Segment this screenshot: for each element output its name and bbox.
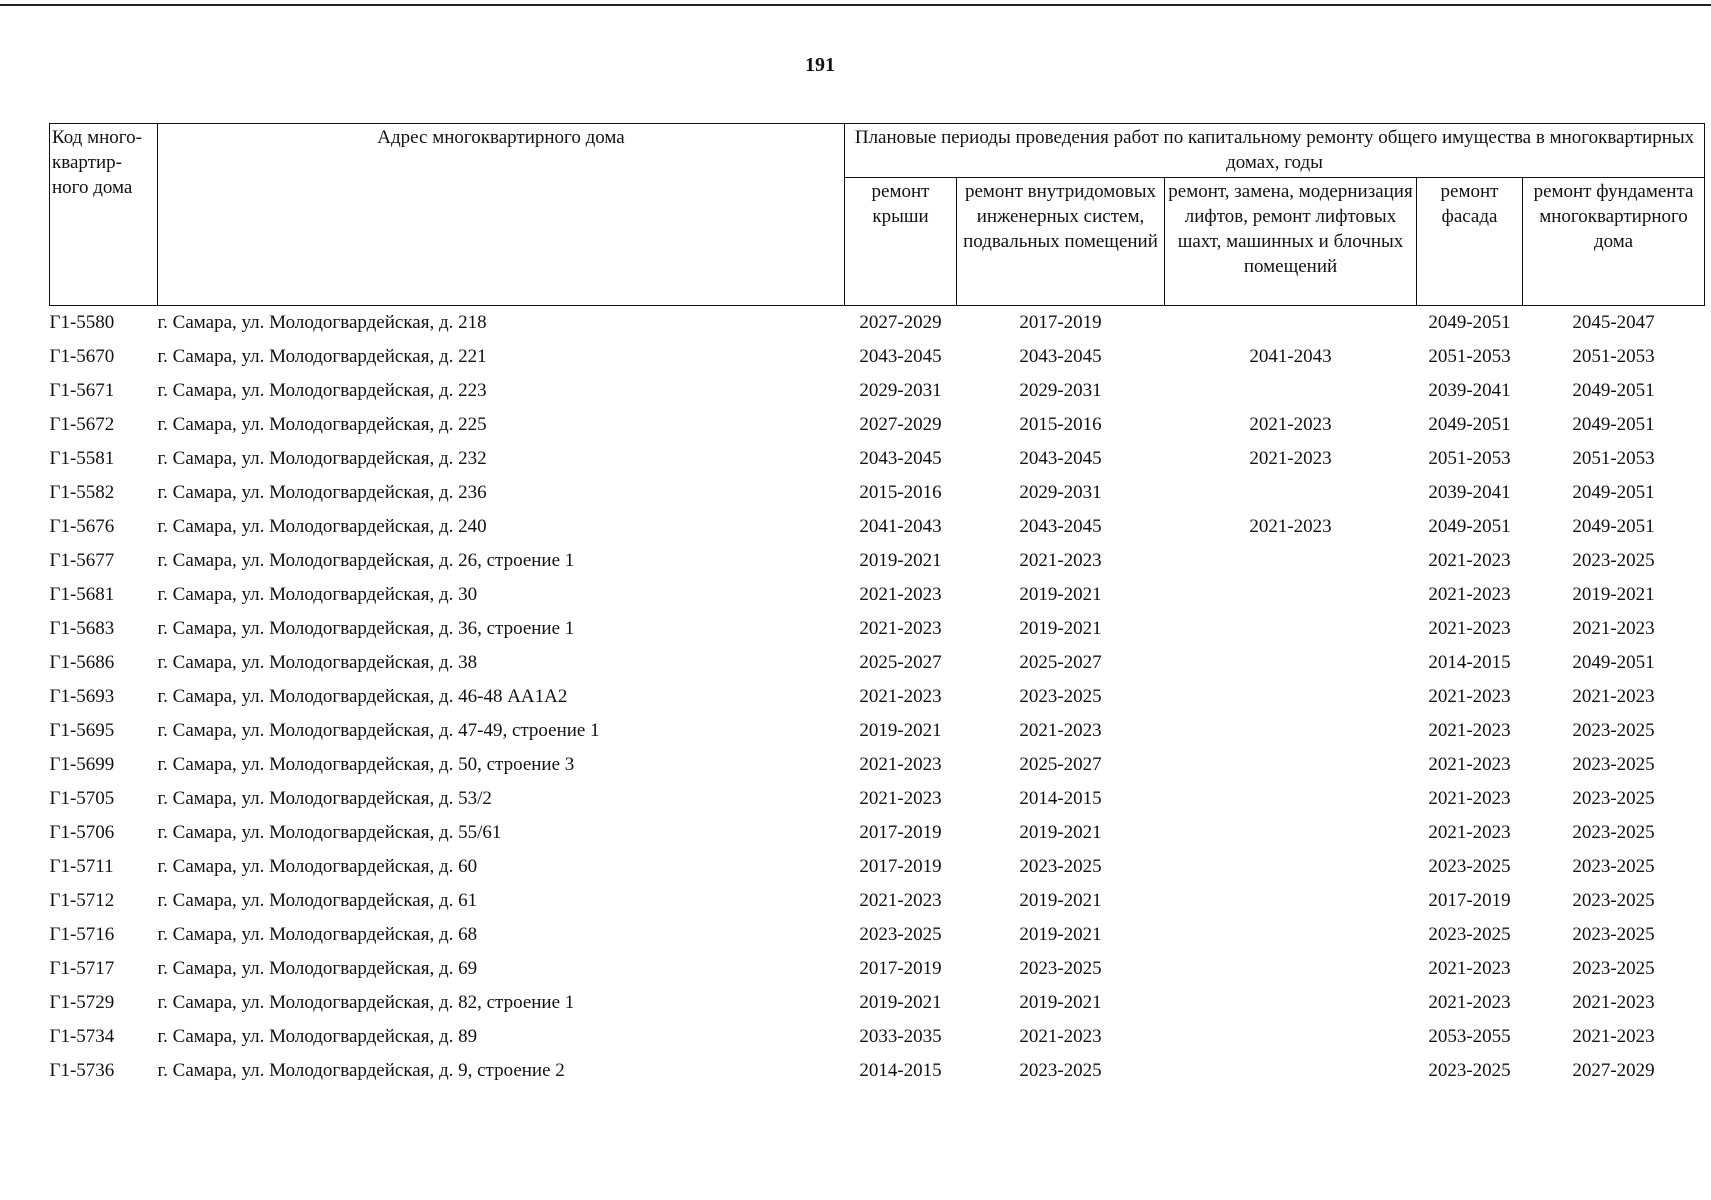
cell-address: г. Самара, ул. Молодогвардейская, д. 82, строение 1 (157, 992, 575, 1013)
cell-code: Г1-5705 (49, 788, 115, 809)
cell-elevator (1165, 952, 1417, 986)
cell-foundation: 2023-2025 (1572, 856, 1655, 877)
cell-facade: 2021-2023 (1428, 958, 1511, 979)
cell-address: г. Самара, ул. Молодогвардейская, д. 61 (157, 890, 478, 911)
cell-foundation: 2051-2053 (1572, 448, 1655, 469)
table-row (50, 1020, 1705, 1054)
cell-code: Г1-5676 (49, 516, 115, 537)
table-row (50, 408, 1705, 442)
cell-engineering: 2014-2015 (1019, 788, 1102, 809)
cell-foundation: 2019-2021 (1572, 584, 1655, 605)
header-periods-group: Плановые периоды проведения работ по капитальному ремонту общего имущества в многоквартирных домах, годы (845, 124, 1705, 178)
table-row (50, 986, 1705, 1020)
cell-code: Г1-5729 (49, 992, 115, 1013)
cell-facade: 2039-2041 (1428, 380, 1511, 401)
cell-elevator (1165, 476, 1417, 510)
cell-engineering: 2023-2025 (1019, 1060, 1102, 1081)
cell-elevator (1165, 714, 1417, 748)
cell-foundation: 2023-2025 (1572, 550, 1655, 571)
cell-elevator (1165, 680, 1417, 714)
table-row (50, 612, 1705, 646)
table-row (50, 680, 1705, 714)
cell-address: г. Самара, ул. Молодогвардейская, д. 30 (157, 584, 478, 605)
cell-elevator (1165, 1054, 1417, 1088)
cell-roof: 2029-2031 (859, 380, 942, 401)
header-code: Код много-квартир-ного дома (50, 124, 158, 306)
table-row (50, 442, 1705, 476)
cell-engineering: 2017-2019 (1019, 312, 1102, 333)
cell-elevator (1165, 918, 1417, 952)
cell-address: г. Самара, ул. Молодогвардейская, д. 9, строение 2 (157, 1060, 565, 1081)
cell-facade: 2049-2051 (1428, 516, 1511, 537)
cell-roof: 2021-2023 (859, 618, 942, 639)
cell-code: Г1-5683 (49, 618, 115, 639)
table-row (50, 816, 1705, 850)
page-number-row (0, 54, 1711, 77)
cell-roof: 2021-2023 (859, 890, 942, 911)
cell-facade: 2021-2023 (1428, 550, 1511, 571)
cell-code: Г1-5670 (49, 346, 115, 367)
cell-facade: 2021-2023 (1428, 788, 1511, 809)
cell-facade: 2049-2051 (1428, 414, 1511, 435)
cell-foundation: 2023-2025 (1572, 720, 1655, 741)
cell-address: г. Самара, ул. Молодогвардейская, д. 46-48 АА1А2 (157, 686, 568, 707)
cell-engineering: 2019-2021 (1019, 618, 1102, 639)
header-address: Адрес многоквартирного дома (158, 124, 845, 306)
cell-foundation: 2023-2025 (1572, 822, 1655, 843)
cell-code: Г1-5582 (49, 482, 115, 503)
cell-engineering: 2029-2031 (1019, 482, 1102, 503)
cell-elevator (1165, 850, 1417, 884)
cell-facade: 2014-2015 (1428, 652, 1511, 673)
cell-facade: 2021-2023 (1428, 618, 1511, 639)
cell-roof: 2017-2019 (859, 822, 942, 843)
table-row (50, 748, 1705, 782)
cell-foundation: 2021-2023 (1572, 1026, 1655, 1047)
cell-facade: 2021-2023 (1428, 754, 1511, 775)
table-row (50, 476, 1705, 510)
cell-engineering: 2025-2027 (1019, 754, 1102, 775)
cell-foundation: 2051-2053 (1572, 346, 1655, 367)
cell-roof: 2021-2023 (859, 754, 942, 775)
cell-facade: 2017-2019 (1428, 890, 1511, 911)
cell-code: Г1-5677 (49, 550, 115, 571)
cell-facade: 2051-2053 (1428, 346, 1511, 367)
cell-code: Г1-5734 (49, 1026, 115, 1047)
cell-roof: 2014-2015 (859, 1060, 942, 1081)
cell-address: г. Самара, ул. Молодогвардейская, д. 221 (157, 346, 487, 367)
cell-code: Г1-5712 (49, 890, 115, 911)
cell-foundation: 2049-2051 (1572, 516, 1655, 537)
cell-roof: 2043-2045 (859, 448, 942, 469)
cell-engineering: 2043-2045 (1019, 448, 1102, 469)
cell-elevator (1165, 578, 1417, 612)
cell-facade: 2053-2055 (1428, 1026, 1511, 1047)
cell-roof: 2019-2021 (859, 992, 942, 1013)
cell-elevator (1165, 816, 1417, 850)
cell-address: г. Самара, ул. Молодогвардейская, д. 50, строение 3 (157, 754, 575, 775)
header-row-1 (50, 124, 1705, 178)
table-row (50, 918, 1705, 952)
cell-elevator (1165, 306, 1417, 341)
header-roof: ремонт крыши (845, 178, 957, 306)
cell-roof: 2019-2021 (859, 720, 942, 741)
cell-roof: 2023-2025 (859, 924, 942, 945)
cell-foundation: 2023-2025 (1572, 788, 1655, 809)
cell-roof: 2017-2019 (859, 958, 942, 979)
cell-code: Г1-5672 (49, 414, 115, 435)
cell-foundation: 2021-2023 (1572, 686, 1655, 707)
cell-elevator (1165, 884, 1417, 918)
cell-roof: 2021-2023 (859, 584, 942, 605)
cell-foundation: 2023-2025 (1572, 890, 1655, 911)
cell-elevator (1165, 986, 1417, 1020)
cell-facade: 2021-2023 (1428, 720, 1511, 741)
table-row (50, 306, 1705, 341)
cell-facade: 2023-2025 (1428, 856, 1511, 877)
cell-facade: 2023-2025 (1428, 924, 1511, 945)
header-facade: ремонт фасада (1417, 178, 1523, 306)
cell-foundation: 2023-2025 (1572, 924, 1655, 945)
cell-foundation: 2049-2051 (1572, 380, 1655, 401)
cell-roof: 2043-2045 (859, 346, 942, 367)
cell-engineering: 2019-2021 (1019, 992, 1102, 1013)
cell-engineering: 2043-2045 (1019, 346, 1102, 367)
cell-code: Г1-5711 (49, 856, 114, 877)
cell-roof: 2027-2029 (859, 312, 942, 333)
cell-roof: 2041-2043 (859, 516, 942, 537)
table-row (50, 952, 1705, 986)
cell-code: Г1-5671 (49, 380, 115, 401)
cell-code: Г1-5681 (49, 584, 115, 605)
cell-code: Г1-5699 (49, 754, 115, 775)
table-body (50, 306, 1705, 1089)
cell-facade: 2023-2025 (1428, 1060, 1511, 1081)
header-elevator: ремонт, замена, модернизация лифтов, ремонт лифтовых шахт, машинных и блочных помещений (1165, 178, 1417, 306)
table-row (50, 782, 1705, 816)
cell-engineering: 2019-2021 (1019, 890, 1102, 911)
cell-facade: 2021-2023 (1428, 992, 1511, 1013)
cell-elevator: 2021-2023 (1249, 448, 1332, 469)
table-row (50, 714, 1705, 748)
cell-foundation: 2023-2025 (1572, 754, 1655, 775)
cell-foundation: 2027-2029 (1572, 1060, 1655, 1081)
cell-address: г. Самара, ул. Молодогвардейская, д. 26, строение 1 (157, 550, 575, 571)
cell-engineering: 2023-2025 (1019, 686, 1102, 707)
cell-elevator: 2041-2043 (1249, 346, 1332, 367)
cell-roof: 2021-2023 (859, 686, 942, 707)
cell-elevator (1165, 748, 1417, 782)
cell-address: г. Самара, ул. Молодогвардейская, д. 225 (157, 414, 487, 435)
cell-engineering: 2029-2031 (1019, 380, 1102, 401)
cell-facade: 2021-2023 (1428, 584, 1511, 605)
cell-code: Г1-5581 (49, 448, 115, 469)
cell-address: г. Самара, ул. Молодогвардейская, д. 68 (157, 924, 478, 945)
cell-code: Г1-5693 (49, 686, 115, 707)
cell-code: Г1-5580 (49, 312, 115, 333)
cell-engineering: 2019-2021 (1019, 822, 1102, 843)
cell-roof: 2025-2027 (859, 652, 942, 673)
cell-address: г. Самара, ул. Молодогвардейская, д. 232 (157, 448, 487, 469)
cell-address: г. Самара, ул. Молодогвардейская, д. 236 (157, 482, 487, 503)
cell-engineering: 2025-2027 (1019, 652, 1102, 673)
cell-engineering: 2021-2023 (1019, 720, 1102, 741)
cell-engineering: 2023-2025 (1019, 856, 1102, 877)
cell-engineering: 2021-2023 (1019, 1026, 1102, 1047)
table-row (50, 578, 1705, 612)
cell-roof: 2017-2019 (859, 856, 942, 877)
cell-engineering: 2023-2025 (1019, 958, 1102, 979)
cell-roof: 2027-2029 (859, 414, 942, 435)
cell-elevator (1165, 544, 1417, 578)
cell-facade: 2039-2041 (1428, 482, 1511, 503)
cell-address: г. Самара, ул. Молодогвардейская, д. 38 (157, 652, 478, 673)
cell-address: г. Самара, ул. Молодогвардейская, д. 36, строение 1 (157, 618, 575, 639)
cell-roof: 2015-2016 (859, 482, 942, 503)
cell-address: г. Самара, ул. Молодогвардейская, д. 89 (157, 1026, 478, 1047)
cell-roof: 2019-2021 (859, 550, 942, 571)
cell-roof: 2033-2035 (859, 1026, 942, 1047)
cell-engineering: 2015-2016 (1019, 414, 1102, 435)
cell-facade: 2049-2051 (1428, 312, 1511, 333)
cell-elevator: 2021-2023 (1249, 516, 1332, 537)
table-row (50, 340, 1705, 374)
cell-address: г. Самара, ул. Молодогвардейская, д. 47-49, строение 1 (157, 720, 600, 741)
cell-facade: 2051-2053 (1428, 448, 1511, 469)
cell-elevator (1165, 782, 1417, 816)
cell-elevator: 2021-2023 (1249, 414, 1332, 435)
page-number: 191 (805, 54, 835, 76)
cell-elevator (1165, 374, 1417, 408)
cell-address: г. Самара, ул. Молодогвардейская, д. 53/2 (157, 788, 492, 809)
cell-elevator (1165, 612, 1417, 646)
table-row (50, 884, 1705, 918)
cell-address: г. Самара, ул. Молодогвардейская, д. 55/61 (157, 822, 502, 843)
cell-address: г. Самара, ул. Молодогвардейская, д. 223 (157, 380, 487, 401)
cell-foundation: 2049-2051 (1572, 652, 1655, 673)
table-row (50, 544, 1705, 578)
cell-foundation: 2045-2047 (1572, 312, 1655, 333)
cell-foundation: 2049-2051 (1572, 414, 1655, 435)
cell-code: Г1-5706 (49, 822, 115, 843)
table-row (50, 850, 1705, 884)
cell-engineering: 2019-2021 (1019, 924, 1102, 945)
cell-foundation: 2021-2023 (1572, 618, 1655, 639)
table-row (50, 510, 1705, 544)
header-engineering: ремонт внутридомовых инженерных систем, подвальных помещений (957, 178, 1165, 306)
cell-elevator (1165, 1020, 1417, 1054)
cell-roof: 2021-2023 (859, 788, 942, 809)
table-row (50, 646, 1705, 680)
cell-address: г. Самара, ул. Молодогвардейская, д. 69 (157, 958, 478, 979)
cell-address: г. Самара, ул. Молодогвардейская, д. 218 (157, 312, 487, 333)
cell-foundation: 2023-2025 (1572, 958, 1655, 979)
cell-engineering: 2021-2023 (1019, 550, 1102, 571)
cell-code: Г1-5686 (49, 652, 115, 673)
cell-code: Г1-5717 (49, 958, 115, 979)
cell-address: г. Самара, ул. Молодогвардейская, д. 60 (157, 856, 478, 877)
capital-repair-table (49, 123, 1705, 1088)
cell-facade: 2021-2023 (1428, 822, 1511, 843)
table-row (50, 1054, 1705, 1088)
header-foundation: ремонт фундамента многоквартирного дома (1523, 178, 1705, 306)
cell-address: г. Самара, ул. Молодогвардейская, д. 240 (157, 516, 487, 537)
top-rule (0, 4, 1711, 6)
cell-foundation: 2049-2051 (1572, 482, 1655, 503)
cell-engineering: 2043-2045 (1019, 516, 1102, 537)
table-row (50, 374, 1705, 408)
cell-code: Г1-5716 (49, 924, 115, 945)
cell-engineering: 2019-2021 (1019, 584, 1102, 605)
cell-code: Г1-5695 (49, 720, 115, 741)
cell-elevator (1165, 646, 1417, 680)
cell-foundation: 2021-2023 (1572, 992, 1655, 1013)
cell-code: Г1-5736 (49, 1060, 115, 1081)
cell-facade: 2021-2023 (1428, 686, 1511, 707)
